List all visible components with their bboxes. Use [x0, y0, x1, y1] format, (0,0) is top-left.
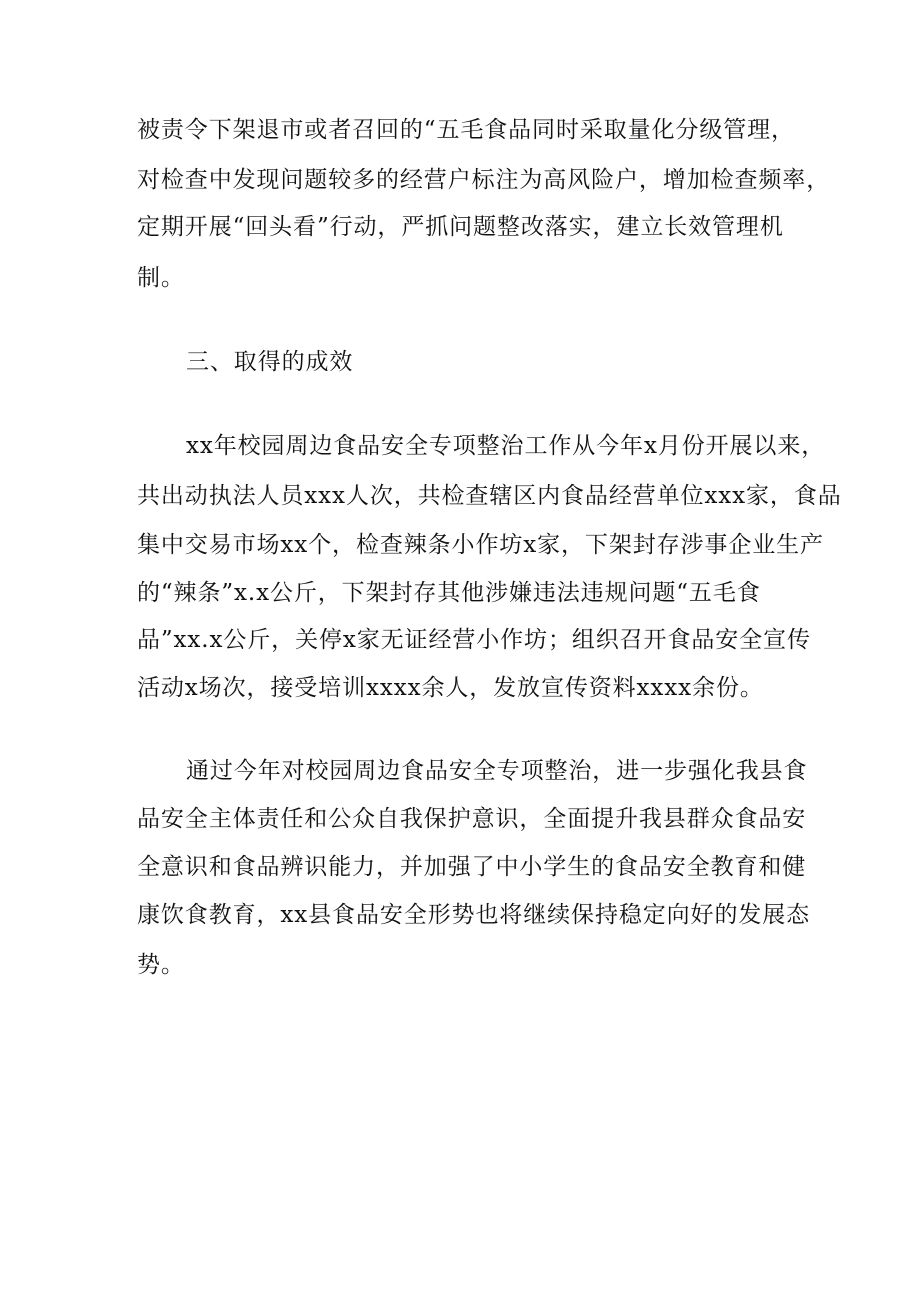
text-line: 品安全主体责任和公众自我保护意识，全面提升我县群众食品安 [137, 806, 807, 832]
text-line: 康饮食教育，xx县食品安全形势也将继续保持稳定向好的发展态 [137, 902, 811, 928]
text-line: 势。 [137, 952, 185, 978]
section-heading: 三、取得的成效 [186, 349, 354, 375]
text-line: xx年校园周边食品安全专项整治工作从今年x月份开展以来， [186, 433, 826, 459]
text-line: 对检查中发现问题较多的经营户标注为高风险户，增加检查频率， [137, 167, 831, 193]
text-line: 的“辣条”x.x公斤，下架封存其他涉嫌违法违规问题“五毛食 [137, 580, 761, 606]
text-line: 集中交易市场xx个，检查辣条小作坊x家，下架封存涉事企业生产 [137, 532, 824, 558]
text-line: 制。 [137, 265, 185, 291]
text-line: 被责令下架退市或者召回的“五毛食品同时采取量化分级管理， [137, 117, 795, 143]
text-line: 共出动执法人员xxx人次，共检查辖区内食品经营单位xxx家，食品 [137, 483, 842, 509]
text-line: 全意识和食品辨识能力，并加强了中小学生的食品安全教育和健 [137, 854, 807, 880]
text-line: 通过今年对校园周边食品安全专项整治，进一步强化我县食 [186, 758, 808, 784]
text-line: 定期开展“回头看”行动，严抓问题整改落实，建立长效管理机 [137, 214, 784, 240]
text-line: 品”xx.x公斤，关停x家无证经营小作坊；组织召开食品安全宣传 [137, 627, 811, 653]
text-line: 活动x场次，接受培训xxxx余人，发放宣传资料xxxx余份。 [137, 675, 764, 701]
